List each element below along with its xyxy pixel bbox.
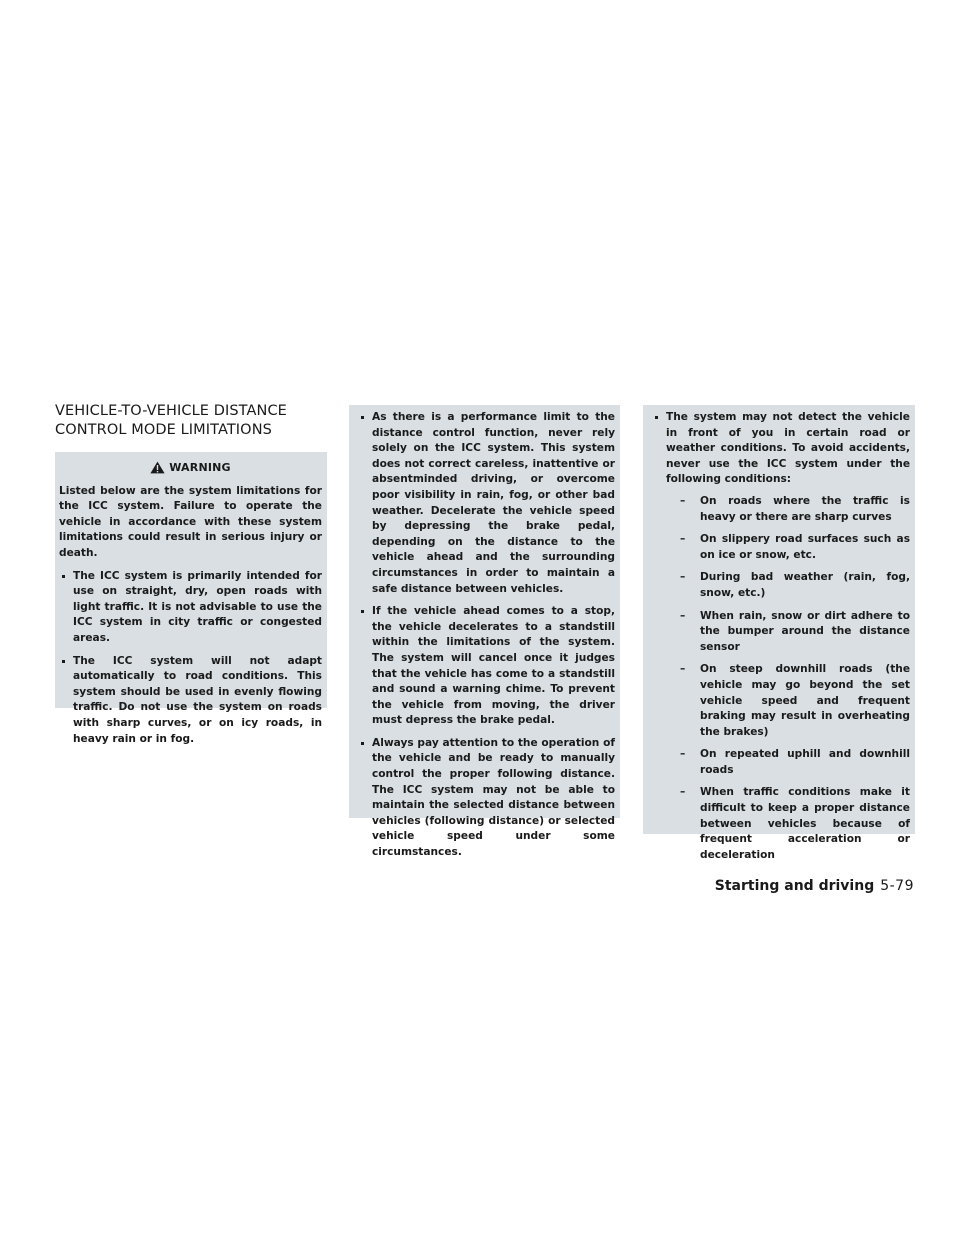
warning-bullet: The ICC system is primarily intended for use on straight, dry, open roads with light traffic. It is not advisable to use the ICC system in city traffic or congested areas. [59,569,322,647]
condition-item: – When rain, snow or dirt adhere to the bumper around the distance sensor [666,609,910,656]
column3-box [643,405,915,861]
condition-item: – On steep downhill roads (the vehicle may go beyond the set vehicle speed and frequent braking may result in overheating the brakes) [666,662,910,740]
column2-bullet: If the vehicle ahead comes to a stop, the vehicle decelerates to a standstill within the limitations of the system. The system will cancel once it judges that the vehicle has come to a standstill and sound a warning chime. To prevent the vehicle from moving, the driver must depress the brake pedal. [358,604,615,729]
warning-triangle-icon [150,461,165,474]
condition-item: – On slippery road surfaces such as on ice or snow, etc. [666,532,910,563]
column2-box [349,405,620,859]
warning-bullet-list [59,569,322,748]
warning-box [55,452,327,745]
section-title [55,402,325,440]
column2-bullet: Always pay attention to the operation of the vehicle and be ready to manually control the proper following distance. The ICC system may not be able to maintain the selected distance between vehicles (following distance) or selected vehicle speed under some circumstances. [358,736,615,861]
page-footer [715,878,914,894]
warning-heading [59,460,322,476]
footer-section-name: Starting and driving [714,878,875,894]
column3-bullet-list [652,410,910,863]
column3-bullet-text: The system may not detect the vehicle in front of you in certain road or weather conditions. To avoid accidents, never use the ICC system under the following conditions: [666,411,910,486]
section-title-line2: CONTROL MODE LIMITATIONS [55,422,272,438]
warning-bullet: The ICC system will not adapt automatically to road conditions. This system should be used in evenly flowing traffic. Do not use the system on roads with sharp curves, or on icy roads, in heavy rain or in fog. [59,654,322,748]
conditions-list [666,494,910,863]
section-title-line1: VEHICLE-TO-VEHICLE DISTANCE [55,403,287,419]
page-number: 5-79 [880,878,914,894]
condition-item: – When traffic conditions make it difficult to keep a proper distance between vehicles because of frequent acceleration or deceleration [666,785,910,863]
condition-item: – During bad weather (rain, fog, snow, etc.) [666,570,910,601]
warning-intro: Listed below are the system limitations for the ICC system. Failure to operate the vehicle in accordance with these system limitations could result in serious injury or death. [59,484,322,559]
column3-bullet [652,410,910,863]
condition-item: – On roads where the traffic is heavy or there are sharp curves [666,494,910,525]
column2-bullet-list [358,410,615,861]
condition-item: – On repeated uphill and downhill roads [666,747,910,778]
warning-heading-text: WARNING [169,461,231,474]
column2-bullet: As there is a performance limit to the distance control function, never rely solely on the ICC system. This system does not correct careless, inattentive or absentminded driving, or overcome poor visibility in rain, fog, or other bad weather. Decelerate the vehicle speed by depressing the brake pedal, depending on the distance to the vehicle ahead and the surrounding circumstances in order to maintain a safe distance between vehicles. [358,410,615,597]
